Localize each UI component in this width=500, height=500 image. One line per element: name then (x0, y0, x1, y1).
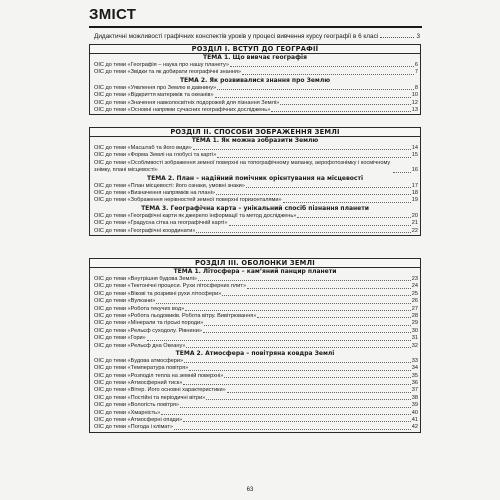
entry-page: 24 (411, 283, 418, 290)
leader-dots (183, 384, 410, 385)
entry-text: ОІС до теми «Внутрішня будова Землі» (94, 276, 197, 282)
leader-dots (224, 377, 410, 378)
entry-page: 13 (411, 106, 418, 113)
entry-page: 34 (411, 365, 418, 372)
page-title: ЗМІСТ (89, 6, 137, 23)
section-title: РОЗДІЛ І. ВСТУП ДО ГЕОГРАФІЇ (90, 45, 420, 54)
entry-page: 28 (411, 312, 418, 319)
entry-text: ОІС до теми «Зображення нерівностей земної поверхні горизонталями» (94, 197, 282, 204)
toc-entry (90, 145, 420, 152)
toc-entry (90, 152, 420, 159)
toc-entry (90, 395, 420, 402)
leader-dots (161, 414, 411, 415)
leader-dots (196, 232, 410, 233)
entry-page: 18 (411, 189, 418, 196)
toc-entry (90, 160, 420, 175)
leader-dots (242, 74, 414, 75)
entry-text: ОІС до теми «Форма Землі на глобусі та карті» (94, 152, 217, 159)
toc-entry (90, 373, 420, 380)
toc-entry (90, 410, 420, 417)
section-3 (89, 258, 421, 433)
leader-dots (189, 370, 411, 371)
entry-text: ОІС до теми «Хмарність» (94, 409, 161, 416)
entry-text: ОІС до теми «Температура повітря» (94, 365, 189, 372)
entry-text: ОІС до теми «Вікові та розривні рухи літосфери» (94, 290, 222, 297)
topic-title: ТЕМА 1. Як можна зобразити Землю (191, 137, 319, 144)
entry-text: ОІС до теми «Масштаб та його види» (94, 145, 192, 151)
page-number: 63 (246, 487, 254, 493)
entry-page: 41 (411, 417, 418, 424)
entry-text: ОІС до теми «Гори» (94, 335, 146, 342)
leader-dots (183, 421, 411, 422)
toc-entry (90, 69, 420, 76)
toc-entry (90, 100, 420, 107)
leader-dots (204, 325, 411, 326)
entry-page: 10 (411, 92, 418, 99)
leader-dots (247, 288, 411, 289)
leader-dots (184, 362, 411, 363)
entry-page: 12 (411, 99, 418, 106)
toc-entry (90, 313, 420, 320)
toc-entry (90, 276, 420, 283)
entry-text: ОІС до теми «Мінерали та гірські породи» (94, 320, 204, 327)
toc-entry (90, 291, 420, 298)
entry-text: ОІС до теми «Градусна сітка на географічній карті» (94, 220, 228, 227)
toc-entry (90, 107, 420, 114)
entry-text: ОІС до теми «Вулкани» (94, 298, 156, 305)
toc-entry (90, 343, 420, 350)
leader-dots (280, 104, 411, 105)
entry-page: 23 (411, 276, 418, 282)
entry-page: 39 (411, 402, 418, 409)
leader-dots (393, 172, 411, 173)
entry-page: 19 (411, 197, 418, 204)
entry-text: ОІС до теми «Звідки та як добирати географічні знання» (94, 69, 242, 76)
entry-page: 35 (411, 372, 418, 379)
toc-entry (90, 183, 420, 190)
entry-text: ОІС до теми «Вітер. Його основні характеристики» (94, 387, 226, 394)
entry-text: ОІС до теми «План місцевості: його ознаки, умовні знаки» (94, 182, 245, 189)
leader-dots (297, 217, 410, 218)
entry-text: ОІС до теми «Особливості зображення земної поверхні на топографічному мапанку, аерофотознімку і космічному знімку, плані місцевості» (94, 159, 391, 174)
entry-text: ОІС до теми «Постійні та періодичні вітри» (94, 394, 206, 401)
entry-page: 6 (414, 62, 418, 68)
toc-entry (90, 328, 420, 335)
entry-text: ОІС до теми «Робота льодовиків. Робота вітру. Вивітрювання» (94, 312, 257, 319)
toc-entry (90, 424, 420, 431)
entry-page: 32 (411, 342, 418, 349)
toc-entry (90, 283, 420, 290)
leader-dots (180, 407, 411, 408)
title-rule (89, 26, 422, 28)
intro-text: Дидактичні можливості графічних конспектів уроків у процесі вивчення курсу географії в 6 класі (94, 33, 379, 40)
entry-text: ОІС до теми «Уявлення про Землю в давнину» (94, 84, 217, 91)
entry-page: 36 (411, 380, 418, 387)
intro-page: 3 (416, 33, 420, 40)
entry-page: 25 (411, 290, 418, 297)
entry-page: 29 (411, 320, 418, 327)
topic-title: ТЕМА 3. Географічна карта – унікальний спосіб пізнання планети (141, 204, 369, 212)
toc-entry (90, 417, 420, 424)
entry-text: ОІС до теми «Значення навколосвітніх подорожей для пізнання Землі» (94, 99, 280, 106)
entry-page: 15 (411, 152, 418, 159)
entry-text: ОІС до теми «Атмосферні опади» (94, 417, 183, 424)
leader-dots (156, 303, 410, 304)
toc-entry (90, 228, 420, 235)
toc-entry (90, 358, 420, 365)
intro-entry (94, 33, 420, 40)
section-2 (89, 127, 421, 236)
entry-text: ОІС до теми «Географічні координати» (94, 227, 196, 234)
leader-dots (229, 225, 411, 226)
leader-dots (283, 202, 411, 203)
leader-dots (217, 157, 410, 158)
toc-entry (90, 320, 420, 327)
entry-page: 27 (411, 305, 418, 312)
entry-page: 14 (411, 145, 418, 151)
toc-entry (90, 85, 420, 92)
leader-dots (222, 295, 410, 296)
entry-page: 37 (411, 387, 418, 394)
toc-entry (90, 335, 420, 342)
leader-dots (230, 66, 414, 67)
leader-dots (193, 149, 411, 150)
leader-dots (246, 187, 411, 188)
topic-title: ТЕМА 2. План – надійний помічник орієнтування на місцевості (147, 174, 363, 182)
entry-page: 16 (411, 167, 418, 174)
entry-page: 31 (411, 335, 418, 342)
entry-text: ОІС до теми «Вологість повітря» (94, 402, 180, 409)
leader-dots (174, 429, 411, 430)
entry-text: ОІС до теми «Будова атмосфери» (94, 357, 184, 364)
toc-entry (90, 365, 420, 372)
toc-entry (90, 92, 420, 99)
topic-title: ТЕМА 2. Атмосфера – повітряна ковдра Землі (175, 349, 335, 357)
leader-dots (380, 33, 414, 38)
entry-text: ОІС до теми «Робота текучих вод» (94, 305, 185, 312)
toc-entry (90, 387, 420, 394)
entry-page: 38 (411, 394, 418, 401)
toc-entry (90, 306, 420, 313)
topic-title: ТЕМА 2. Як розвивалися знання про Землю (179, 76, 331, 84)
entry-text: ОІС до теми «Визначення напрямків на плані» (94, 189, 215, 196)
leader-dots (206, 399, 410, 400)
section-title: РОЗДІЛ ІІІ. ОБОЛОНКИ ЗЕМЛІ (90, 259, 420, 268)
leader-dots (216, 194, 411, 195)
leader-dots (185, 310, 411, 311)
entry-page: 8 (414, 84, 418, 91)
entry-text: ОІС до теми «Географія – наука про нашу планету» (94, 62, 229, 68)
entry-text: ОІС до теми «Атмосферний тиск» (94, 380, 183, 387)
entry-page: 22 (411, 227, 418, 234)
toc-entry (90, 220, 420, 227)
leader-dots (217, 89, 414, 90)
entry-page: 7 (414, 69, 418, 76)
section-1 (89, 44, 421, 115)
leader-dots (257, 317, 410, 318)
entry-text: ОІС до теми «Тектонічні процеси. Рухи літосферних плит» (94, 283, 247, 290)
entry-page: 30 (411, 327, 418, 334)
toc-entry (90, 402, 420, 409)
entry-text: ОІС до теми «Погода і клімат» (94, 424, 173, 431)
leader-dots (186, 347, 410, 348)
leader-dots (271, 111, 410, 112)
toc-entry (90, 197, 420, 204)
leader-dots (147, 340, 411, 341)
leader-dots (215, 97, 411, 98)
entry-page: 17 (411, 182, 418, 189)
entry-page: 40 (411, 409, 418, 416)
toc-entry (90, 213, 420, 220)
topic-title: ТЕМА 1. Літосфера – кам’яний панцир планети (173, 268, 337, 275)
leader-dots (198, 280, 411, 281)
entry-text: ОІС до теми «Рельєф дна Океану» (94, 342, 186, 349)
toc-entry (90, 190, 420, 197)
leader-dots (203, 332, 411, 333)
toc-entry (90, 380, 420, 387)
entry-page: 42 (411, 424, 418, 431)
toc-entry (90, 62, 420, 69)
entry-page: 21 (411, 220, 418, 227)
entry-text: ОІС до теми «Географічні карти як джерело інформації та метод досліджень» (94, 212, 297, 219)
entry-text: ОІС до теми «Рельєф суходолу. Рівнини» (94, 327, 202, 334)
entry-text: ОІС до теми «Відкриття материків та океанів» (94, 92, 214, 99)
entry-page: 26 (411, 298, 418, 305)
section-title: РОЗДІЛ ІІ. СПОСОБИ ЗОБРАЖЕННЯ ЗЕМЛІ (90, 128, 420, 137)
entry-page: 33 (411, 357, 418, 364)
entry-page: 20 (411, 212, 418, 219)
topic-title: ТЕМА 1. Що вивчає географія (203, 54, 307, 61)
toc-entry (90, 298, 420, 305)
entry-text: ОІС до теми «Розподіл тепла на земній поверхні» (94, 372, 224, 379)
leader-dots (227, 392, 411, 393)
entry-text: ОІС до теми «Основні напрями сучасних географічних досліджень» (94, 106, 271, 113)
